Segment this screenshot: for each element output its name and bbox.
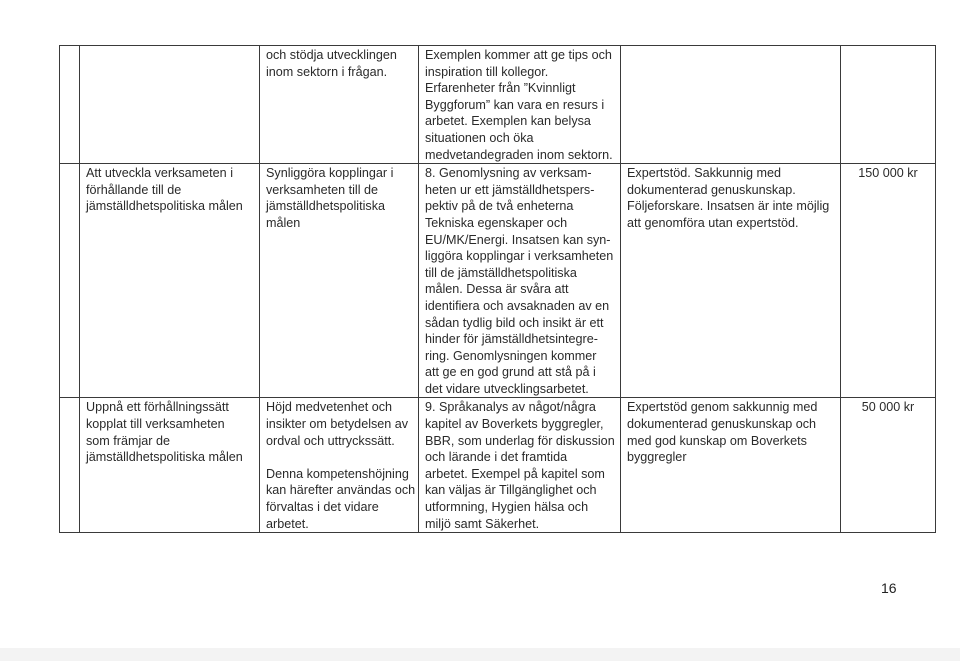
- cell-text-line: förhållande till de: [86, 182, 182, 197]
- cell-text-line: 8. Genomlysning av verksam-: [425, 166, 592, 181]
- cell-text-line: miljö samt Säkerhet.: [425, 516, 540, 531]
- cell-text-line: till de jämställdhetspolitiska: [425, 265, 577, 280]
- cell-text-line: och stödja utvecklingen: [266, 48, 397, 62]
- cell-text-line: Denna kompetenshöjning: [266, 466, 409, 481]
- cell-text-line: inspiration till kollegor.: [425, 64, 549, 79]
- table-row: [60, 46, 936, 164]
- cell-text-line: att genomföra utan expertstöd.: [627, 215, 799, 230]
- cell-text-line: pektiv på de två enheterna: [425, 199, 574, 214]
- margin-cell: [60, 398, 80, 533]
- cell-text-line: heten ur ett jämställdhetspers-: [425, 182, 595, 197]
- cell-text-line: Expertstöd genom sakkunnig med: [627, 400, 818, 415]
- cell-text-line: Exemplen kommer att ge tips och: [425, 48, 612, 62]
- cell-text-line: ring. Genomlysningen kommer: [425, 348, 597, 363]
- cell-text-line: kan väljas är Tillgänglighet och: [425, 483, 597, 498]
- activity-cell: [260, 398, 419, 533]
- support-cell: [621, 398, 841, 533]
- cell-text-line: dokumenterad genuskunskap.: [627, 182, 796, 197]
- support-cell: [621, 46, 841, 164]
- example-cell: [419, 164, 621, 398]
- cell-text-line: det vidare utvecklingsarbetet.: [425, 381, 589, 396]
- cell-text-line: målen. Dessa är svåra att: [425, 282, 569, 297]
- example-cell: [419, 398, 621, 533]
- cell-text-line: Att utveckla verksameten i: [86, 166, 233, 181]
- cell-text-line: Expertstöd. Sakkunnig med: [627, 166, 782, 181]
- cell-text-line: EU/MK/Energi. Insatsen kan syn-: [425, 232, 611, 247]
- goal-cell: [80, 398, 260, 533]
- page-number: 16: [881, 580, 897, 596]
- cell-text-line: situationen och öka: [425, 130, 534, 145]
- activity-cell: [260, 164, 419, 398]
- cell-text-line: kopplat till verksamheten: [86, 417, 225, 432]
- cell-text-line: BBR, som underlag för diskussion: [425, 433, 615, 448]
- cell-text-line: kapitel av Boverkets byggregler,: [425, 417, 604, 432]
- cell-text-line: att ge en god grund att stå på i: [425, 365, 596, 380]
- table-row: [60, 164, 936, 398]
- support-cell: [621, 164, 841, 398]
- cell-text-line: förvaltas i det vidare: [266, 500, 379, 515]
- margin-cell: [60, 164, 80, 398]
- cell-text-line: sådan tydlig bild och insikt är ett: [425, 315, 604, 330]
- cell-text-line: arbetet. Exemplen kan belysa: [425, 114, 591, 129]
- cell-text-line: jämställdhetspolitiska målen: [86, 450, 243, 465]
- cell-text-line: Följeforskare. Insatsen är inte möjlig: [627, 199, 830, 214]
- cell-text-line: medvetandegraden inom sektorn.: [425, 147, 613, 162]
- cell-text-line: Tekniska egenskaper och: [425, 215, 568, 230]
- cell-text-line: Höjd medvetenhet och: [266, 400, 393, 415]
- cell-text-line: målen: [266, 215, 301, 230]
- cell-text-line: hinder för jämställdhetsintegre-: [425, 332, 598, 347]
- cell-text-line: utformning, Hygien hälsa och: [425, 500, 589, 515]
- cell-text-line: arbetet.: [266, 516, 309, 531]
- cell-text-line: och lärande i det framtida: [425, 450, 568, 465]
- amount-cell: [841, 164, 936, 398]
- cell-text-line: Synliggöra kopplingar i: [266, 166, 394, 181]
- goal-cell: [80, 46, 260, 164]
- cell-text-line: arbetet. Exempel på kapitel som: [425, 466, 605, 481]
- cell-text-line: 9. Språkanalys av något/några: [425, 400, 596, 415]
- scan-edge: [0, 648, 960, 661]
- paragraph-gap: [266, 449, 412, 466]
- cell-text-line: insikter om betydelsen av: [266, 417, 409, 432]
- table-row: [60, 398, 936, 533]
- cell-text-line: Byggforum” kan vara en resurs i: [425, 97, 605, 112]
- cell-text-line: identifiera och avsaknaden av en: [425, 298, 610, 313]
- cell-text-line: som främjar de: [86, 433, 170, 448]
- goal-cell: [80, 164, 260, 398]
- cell-text-line: inom sektorn i frågan.: [266, 64, 388, 79]
- cell-text-line: Uppnå ett förhållningssätt: [86, 400, 229, 415]
- cell-text-line: jämställdhetspolitiska: [266, 199, 385, 214]
- cell-text-line: liggöra kopplingar i verksamheten: [425, 249, 614, 264]
- amount-cell: [841, 398, 936, 533]
- cell-text-line: kan härefter användas och: [266, 483, 416, 498]
- cell-text-line: byggregler: [627, 450, 687, 465]
- amount-value: 50 000 kr: [861, 400, 915, 415]
- cell-text-line: Erfarenheter från ”Kvinnligt: [425, 81, 576, 96]
- activity-cell: [260, 46, 419, 164]
- amount-cell: [841, 46, 936, 164]
- cell-text-line: verksamheten till de: [266, 182, 378, 197]
- example-cell: [419, 46, 621, 164]
- cell-text-line: jämställdhetspolitiska målen: [86, 199, 243, 214]
- amount-value: 150 000 kr: [858, 166, 918, 181]
- cell-text-line: med god kunskap om Boverkets: [627, 433, 807, 448]
- margin-cell: [60, 46, 80, 164]
- cell-text-line: ordval och uttryckssätt.: [266, 433, 395, 448]
- cell-text-line: dokumenterad genuskunskap och: [627, 417, 817, 432]
- activity-plan-table: [59, 45, 936, 533]
